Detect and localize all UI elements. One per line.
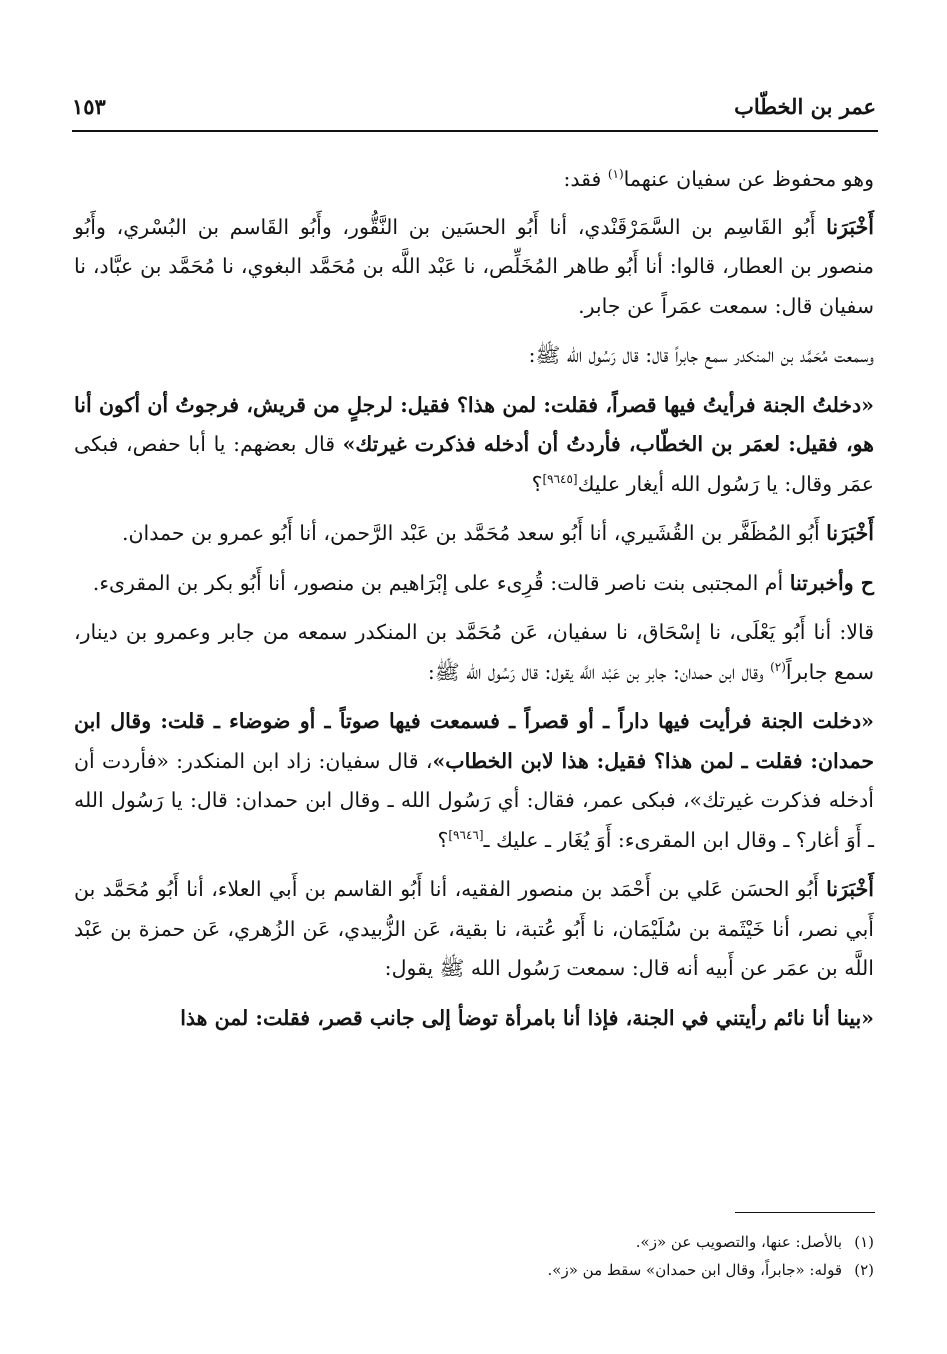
paragraph-4: «دخلتُ الجنة فرأيتُ فيها قصراً، فقلت: لمن هذا؟ فقيل: لرجلٍ من قريش، فرجوتُ أن أكون أنا هو، فقيل: لعمَر بن الخطّاب، فأردتُ أن أدخله فذكرت غيرتك» قال بعضهم: يا أبا حفص، فبكى عمَر وقال: يا رَسُول الله أيغار عليك[٩٦٤٥]؟ [74,392,874,496]
page-number: ١٥٣ [72,94,106,119]
footnote-1 [74,1228,874,1256]
footnote-ref-1: (١) [607,167,624,182]
hadith-text: «دخلت الجنة فرأيت فيها داراً ـ أو قصراً ـ فسمعت فيها صوتاً ـ أو ضوضاء ـ قلت: وقال ابن حمدان: فقلت ـ لمن هذا؟ فقيل: هذا لابن الخطاب» [74,709,874,773]
footnotes [74,1228,874,1284]
running-header [72,90,876,130]
paragraph-8: «دخلت الجنة فرأيت فيها داراً ـ أو قصراً ـ فسمعت فيها صوتاً ـ أو ضوضاء ـ قلت: وقال ابن حمدان: فقلت ـ لمن هذا؟ فقيل: هذا لابن الخطاب»، قال سفيان: زاد ابن المنكدر: «فأردت أن أدخله فذكرت غيرتك»، فبكى عمر، فقال: أي رَسُول الله ـ وقال ابن حمدان: قال: يا رَسُول الله ـ أَوَ أغار؟ ـ وقال ابن المقرىء: أَوَ يُغَار ـ عليك ـ[٩٦٤٦]؟ [74,709,874,852]
paragraph-9: أَخْبَرَنا أَبُو الحسَن عَلي بن أَحْمَد بن منصور الفقيه، أنا أَبُو القاسم بن أَبي العلاء، أنا أَبُو مُحَمَّد بن أَبي نصر، أنا خَيْثَمة بن سُلَيْمَان، نا أَبُو عُتبة، نا بقية، عَن الزُّبيدي، عَن الزُهري، عَن حمزة بن عَبْد اللَّه بن عمَر عن أَبيه أنه قال: سمعت رَسُول الله ﷺ يقول: [74,877,874,980]
paragraph-3: وسمعت مُحَمَّد بن المنكدر سمع جابراً قال: قال رَسُول الله ﷺ: [528,343,874,367]
footnote-number: (١) [854,1233,874,1251]
isnad-lead: ح وأخبرتنا [789,570,874,595]
paragraph-5: أَخْبَرَنا أَبُو المُظَفَّر بن القُشَيري، أنا أَبُو سعد مُحَمَّد بن عَبْد الرَّحمن، أنا أَبُو عمرو بن حمدان. [121,521,874,545]
isnad-lead: أَخْبَرَنا [826,521,874,545]
paragraph-2: أَخْبَرَنا أَبُو القَاسِم بن السَّمَرْقَنْدي، أنا أَبُو الحسَين بن النَّقُّور، وأَبُو القَاسم بن البُسْري، وأَبُو منصور بن العطار، قالوا: أنا أَبُو طاهر المُخَلِّص، نا عَبْد اللَّه بن مُحَمَّد البغوي، نا مُحَمَّد بن عبَّاد، نا سفيان قال: سمعت عمَراً عن جابر. [74,214,874,318]
running-title: عمر بن الخطّاب [734,94,876,119]
footnote-number: (٢) [854,1261,874,1279]
footnote-2 [74,1256,874,1284]
footnote-text: بالأصل: عنها، والتصويب عن «ز». [635,1233,842,1251]
isnad-lead: أَخْبَرَنا [826,877,874,901]
header-rule [72,130,878,132]
hadith-text: «دخلتُ الجنة فرأيتُ فيها قصراً، فقلت: لمن هذا؟ فقيل: لرجلٍ من قريش، فرجوتُ أن أكون أنا هو، فقيل: لعمَر بن الخطّاب، فأردتُ أن أدخله فذكرت غيرتك» [74,392,874,456]
hadith-number: [٩٦٤٥] [542,471,578,486]
paragraph-6: ح وأخبرتنا أم المجتبى بنت ناصر قالت: قُرِىء على إبْرَاهيم بن منصور، أنا أَبُو بكر بن المقرىء. [92,570,874,595]
hadith-number: [٩٦٤٦] [448,827,484,842]
footnote-rule [735,1212,875,1213]
isnad-lead: أَخْبَرَنا [826,214,874,239]
footnote-ref-2: (٢) [770,659,786,674]
main-text [74,160,874,1048]
paragraph-1: وهو محفوظ عن سفيان عنهما$^{(١)}$ فقد: [563,167,874,191]
footnote-text: قوله: «جابراً، وقال ابن حمدان» سقط من «ز». [547,1261,842,1279]
paragraph-10 [74,999,874,1039]
paragraph-7: قالا: أنا أَبُو يَعْلَى، نا إسْحَاق، نا سفيان، عَن مُحَمَّد بن المنكدر سمعه من جابر وعمرو بن دينار، سمع جابراً$^{(٢)}$ وقال ابن حمدان: جابر بن عَبْد اللَّه يقول: قال رَسُول الله ﷺ: [74,620,874,684]
hadith-text: «بينا أنا نائم رأيتني في الجنة، فإذا أنا بامرأة توضأ إلى جانب قصر، فقلت: لمن هذا [180,1005,874,1030]
